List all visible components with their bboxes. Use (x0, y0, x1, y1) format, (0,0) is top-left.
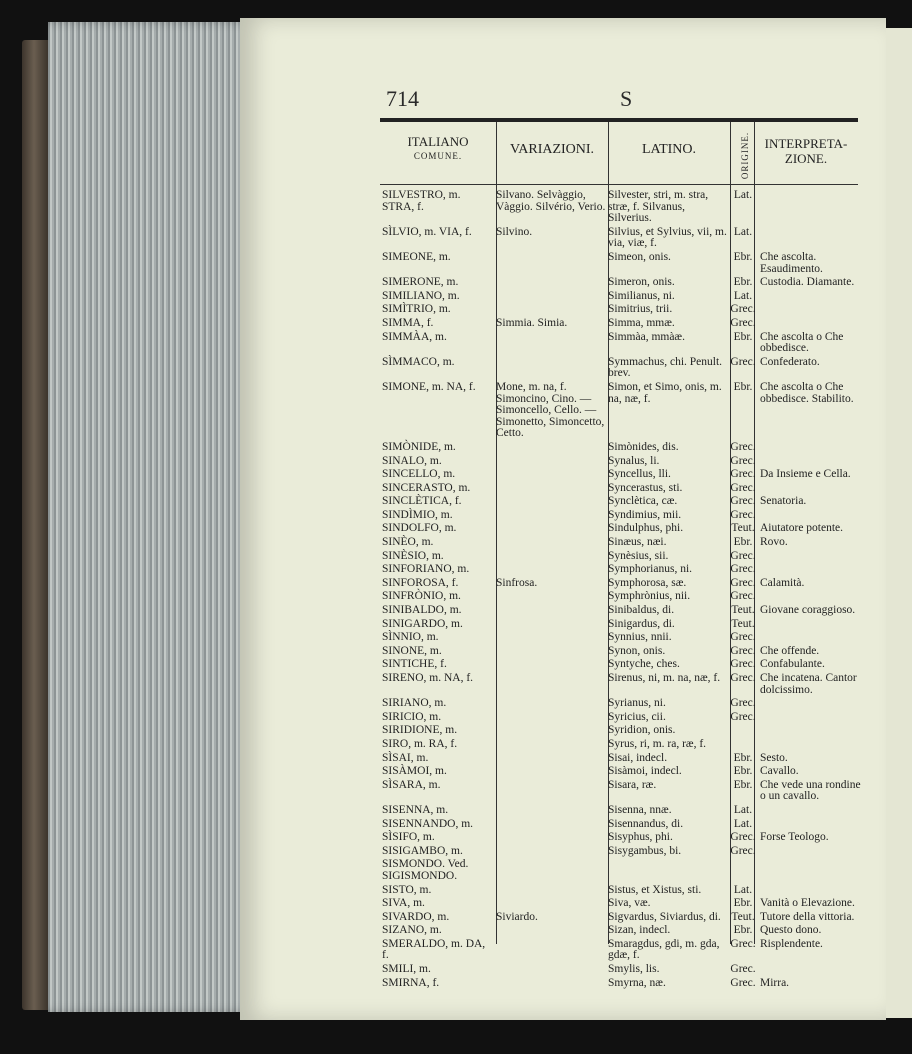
entry-latino: Siva, væ. (608, 897, 651, 910)
table-row (382, 978, 858, 992)
entry-origine: Teut. (731, 604, 755, 617)
entry-variazioni: Sinfrosa. (496, 576, 538, 589)
section-letter: S (620, 86, 633, 111)
entry-italiano: SIRIDIONE, m. (382, 724, 458, 737)
entry-latino: Simitrius, trii. (608, 303, 673, 316)
entry-interpretazione: Che ascolta o Che obbedisce. (760, 330, 844, 355)
entry-origine: Ebr. (733, 276, 753, 289)
entry-latino: Symphrònius, nii. (608, 590, 691, 603)
entry-latino: Smylis, lis. (608, 963, 660, 976)
table-row (382, 318, 858, 332)
entry-origine: Grec. (730, 468, 756, 481)
entry-italiano: SIRICIO, m. (382, 710, 442, 723)
page-edges (48, 22, 258, 1012)
entry-latino: Symmachus, chi. Penult. brev. (608, 355, 723, 380)
table-row (382, 510, 858, 524)
entry-variazioni: Mone, m. na, f. Simoncino, Cino. — Simoncello, Cello. — Simonetto, Simoncetto, Cetto. (496, 380, 605, 440)
table-row (382, 456, 858, 470)
entry-origine: Grec. (730, 631, 756, 644)
table-row (382, 846, 858, 860)
entry-interpretazione: Cavallo. (760, 765, 799, 778)
table-row (382, 227, 858, 252)
entry-interpretazione: Che vede una rondine o un cavallo. (760, 778, 861, 803)
table-row (382, 659, 858, 673)
entry-latino: Smaragdus, gdi, m. gda, gdæ, f. (608, 937, 720, 962)
entry-latino: Simeron, onis. (608, 276, 675, 289)
entry-italiano: SIMERONE, m. (382, 276, 459, 289)
header-italiano: ITALIANO COMUNE. (380, 134, 496, 164)
entry-latino: Sinibaldus, di. (608, 604, 675, 617)
table-row (382, 778, 861, 805)
table-row (382, 442, 858, 456)
entry-interpretazione: Giovane coraggioso. (760, 604, 856, 617)
entry-italiano: SISTO, m. (382, 883, 432, 896)
entry-italiano: SIMMA, f. (382, 316, 434, 329)
entry-italiano: SIMONE, m. NA, f. (382, 380, 476, 393)
table-row (382, 819, 858, 833)
table-row (382, 698, 858, 712)
entry-origine: Lat. (733, 817, 753, 830)
entry-origine: Lat. (733, 803, 753, 816)
book-page (240, 18, 886, 1020)
entry-latino: Similianus, ni. (608, 289, 675, 302)
entry-latino: Sizan, indecl. (608, 924, 671, 937)
entry-interpretazione: Rovo. (760, 536, 788, 549)
table-row (382, 277, 858, 291)
page-number: 714 (386, 86, 419, 111)
entry-italiano: SILVESTRO, m. STRA, f. (382, 189, 461, 213)
table-row (382, 619, 858, 633)
entry-italiano: SINALO, m. (382, 454, 442, 467)
entry-latino: Synnius, nnii. (608, 631, 672, 644)
entry-interpretazione: Senatoria. (760, 495, 807, 508)
table-row (382, 712, 858, 726)
table-row (382, 925, 858, 939)
header-interpretazione: INTERPRETA-ZIONE. (764, 136, 848, 166)
entry-origine: Grec. (730, 549, 756, 562)
facing-page-edge (884, 28, 912, 1018)
entry-origine: Grec. (730, 710, 756, 723)
entry-italiano: SINDOLFO, m. (382, 522, 457, 535)
entry-interpretazione: Risplendente. (760, 937, 823, 950)
entry-latino: Simeon, onis. (608, 250, 671, 263)
entry-origine: Grec. (730, 563, 756, 576)
table-row (382, 912, 858, 926)
table-row (382, 939, 858, 964)
entry-latino: Synalus, li. (608, 454, 660, 467)
entry-interpretazione: Questo dono. (760, 924, 822, 937)
entry-italiano: SINÈO, m. (382, 536, 434, 549)
entry-origine: Grec. (730, 672, 756, 685)
table-row (382, 964, 858, 978)
entry-origine: Grec. (730, 976, 756, 989)
entry-italiano: SÌMMACO, m. (382, 355, 455, 368)
entry-origine: Ebr. (733, 536, 753, 549)
entry-italiano: SINCLÈTICA, f. (382, 495, 462, 508)
entry-italiano: SÌSAI, m. (382, 751, 429, 764)
entry-latino: Silvius, et Sylvius, vii, m. via, viæ, f. (608, 225, 727, 250)
dictionary-entries (382, 189, 861, 991)
entry-origine: Ebr. (733, 330, 753, 343)
table-row (382, 252, 858, 277)
entry-origine: Grec. (730, 644, 756, 657)
entry-origine: Ebr. (733, 778, 753, 791)
table-row (382, 646, 858, 660)
entry-interpretazione: Confederato. (760, 355, 820, 368)
entry-italiano: SIVARDO, m. (382, 910, 450, 923)
entry-variazioni: Silvino. (496, 225, 533, 238)
entry-italiano: SIRO, m. RA, f. (382, 737, 458, 750)
entry-italiano: SÌNNIO, m. (382, 631, 439, 644)
entry-origine: Grec. (730, 440, 756, 453)
entry-latino: Synèsius, sii. (608, 549, 669, 562)
table-row (382, 523, 858, 537)
entry-latino: Sisygambus, bi. (608, 844, 682, 857)
table-row (382, 725, 858, 739)
entry-italiano: SIMÌTRIO, m. (382, 303, 451, 316)
entry-interpretazione: Vanità o Elevazione. (760, 897, 855, 910)
entry-interpretazione: Tutore della vittoria. (760, 910, 855, 923)
table-row (382, 885, 858, 899)
entry-origine: Lat. (733, 225, 753, 238)
entry-italiano: SISIGAMBO, m. (382, 844, 463, 857)
entry-latino: Smyrna, næ. (608, 976, 666, 989)
entry-latino: Sisàmoi, indecl. (608, 765, 682, 778)
entry-italiano: SMERALDO, m. DA, f. (382, 937, 486, 962)
entry-origine: Grec. (730, 937, 756, 950)
entry-latino: Sisenna, nnæ. (608, 803, 672, 816)
entry-origine: Ebr. (733, 751, 753, 764)
entry-latino: Syndimius, mii. (608, 508, 682, 521)
entry-latino: Simon, et Simo, onis, m. na, næ, f. (608, 380, 722, 405)
entry-interpretazione: Che ascolta o Che obbedisce. Stabilito. (760, 380, 854, 405)
entry-interpretazione: Confabulante. (760, 658, 825, 671)
entry-latino: Syncerastus, sti. (608, 481, 683, 494)
entry-italiano: SMILI, m. (382, 963, 431, 976)
entry-origine: Ebr. (733, 250, 753, 263)
entry-italiano: SINONE, m. (382, 644, 442, 657)
table-row (382, 673, 858, 698)
table-row (382, 332, 858, 357)
entry-latino: Sisennandus, di. (608, 817, 684, 830)
entry-latino: Symphorosa, sæ. (608, 576, 687, 589)
entry-interpretazione: Forse Teologo. (760, 831, 829, 844)
entry-italiano: SMIRNA, f. (382, 976, 440, 989)
entry-latino: Sisara, ræ. (608, 778, 657, 791)
entry-origine: Grec. (730, 576, 756, 589)
header-variazioni: VARIAZIONI. (509, 142, 595, 157)
table-row (382, 190, 858, 227)
entry-origine: Teut. (731, 910, 755, 923)
entry-origine: Grec. (730, 355, 756, 368)
entry-latino: Simmàa, mmàæ. (608, 330, 685, 343)
entry-interpretazione: Sesto. (760, 751, 788, 764)
entry-latino: Syntyche, ches. (608, 658, 680, 671)
entry-italiano: SISENNA, m. (382, 803, 449, 816)
entry-italiano: SINCERASTO, m. (382, 481, 471, 494)
header-rule-bottom (380, 184, 858, 185)
entry-italiano: SIZANO, m. (382, 924, 442, 937)
table-row (382, 357, 858, 382)
table-row (382, 551, 858, 565)
entry-origine: Lat. (733, 289, 753, 302)
entry-origine: Grec. (730, 508, 756, 521)
entry-latino: Syncellus, lli. (608, 468, 671, 481)
entry-italiano: SÌLVIO, m. VIA, f. (382, 225, 472, 238)
entry-italiano: SIMILIANO, m. (382, 289, 460, 302)
entry-italiano: SINIBALDO, m. (382, 604, 462, 617)
table-row (382, 591, 858, 605)
entry-italiano: SINIGARDO, m. (382, 617, 463, 630)
entry-origine: Grec. (730, 697, 756, 710)
entry-latino: Syricius, cii. (608, 710, 666, 723)
entry-origine: Teut. (731, 617, 755, 630)
table-row (382, 537, 858, 551)
entry-latino: Sinæus, næi. (608, 536, 667, 549)
entry-origine: Grec. (730, 963, 756, 976)
entry-latino: Sistus, et Xistus, sti. (608, 883, 702, 896)
entry-interpretazione: Mirra. (760, 976, 790, 989)
table-row (382, 632, 858, 646)
entry-italiano: SINFOROSA, f. (382, 576, 459, 589)
entry-italiano: SISENNANDO, m. (382, 817, 474, 830)
table-row (382, 564, 858, 578)
entry-variazioni: Siviardo. (496, 910, 538, 923)
entry-italiano: SINÈSIO, m. (382, 549, 444, 562)
entry-origine: Ebr. (733, 765, 753, 778)
entry-origine: Grec. (730, 831, 756, 844)
entry-italiano: SINCELLO, m. (382, 468, 456, 481)
entry-interpretazione: Custodia. Diamante. (760, 276, 855, 289)
entry-latino: Synclètica, cæ. (608, 495, 678, 508)
entry-italiano: SÌSIFO, m. (382, 831, 435, 844)
table-row (382, 382, 858, 442)
entry-latino: Symphorianus, ni. (608, 563, 693, 576)
entry-interpretazione: Da Insieme e Cella. (760, 468, 851, 481)
entry-italiano: SISMONDO. Ved. SIGISMONDO. (382, 858, 469, 882)
entry-italiano: SIMEONE, m. (382, 250, 451, 263)
header-origine: ORIGINE. (740, 131, 751, 180)
entry-latino: Simònides, dis. (608, 440, 679, 453)
entry-variazioni: Simmia. Simia. (496, 316, 568, 329)
entry-italiano: SIRENO, m. NA, f. (382, 672, 474, 685)
entry-origine: Grec. (730, 590, 756, 603)
entry-latino: Sisyphus, phi. (608, 831, 673, 844)
entry-origine: Ebr. (733, 897, 753, 910)
entry-italiano: SINTICHE, f. (382, 658, 447, 671)
entry-latino: Silvester, stri, m. stra, stræ, f. Silvanus, Silverius. (608, 189, 709, 225)
entry-interpretazione: Che offende. (760, 644, 820, 657)
entry-italiano: SINFRÒNIO, m. (382, 590, 461, 603)
entry-latino: Sigvardus, Siviardus, di. (608, 910, 721, 923)
entry-latino: Sisai, indecl. (608, 751, 668, 764)
table-row (382, 859, 858, 884)
entry-interpretazione: Che ascolta. Esaudimento. (760, 250, 823, 275)
entry-interpretazione: Calamità. (760, 576, 805, 589)
entry-origine: Ebr. (733, 924, 753, 937)
header-latino: LATINO. (641, 142, 697, 157)
table-row (382, 469, 858, 483)
entry-origine: Grec. (730, 495, 756, 508)
entry-origine: Grec. (730, 316, 756, 329)
table-row (382, 898, 858, 912)
entry-origine: Lat. (733, 189, 753, 201)
table-row (382, 753, 858, 767)
entry-italiano: SIMÒNIDE, m. (382, 440, 456, 453)
entry-latino: Syrianus, ni. (608, 697, 666, 710)
entry-origine: Teut. (731, 522, 755, 535)
entry-origine: Grec. (730, 303, 756, 316)
entry-origine: Ebr. (733, 380, 753, 393)
entry-italiano: SÌSARA, m. (382, 778, 441, 791)
table-row (382, 805, 858, 819)
entry-origine: Grec. (730, 844, 756, 857)
header-comune: COMUNE. (413, 151, 463, 161)
header-rule-top (380, 118, 858, 122)
table-row (382, 832, 858, 846)
entry-latino: Simma, mmæ. (608, 316, 675, 329)
entry-interpretazione: Che incatena. Cantor dolcissimo. (760, 672, 857, 696)
entry-latino: Synon, onis. (608, 644, 666, 657)
entry-italiano: SIVA, m. (382, 897, 425, 910)
table-row (382, 496, 858, 510)
entry-origine: Grec. (730, 658, 756, 671)
entry-latino: Sirenus, ni, m. na, næ, f. (608, 672, 721, 685)
entry-origine: Lat. (733, 883, 753, 896)
entry-origine: Grec. (730, 481, 756, 494)
table-row (382, 291, 858, 305)
table-row (382, 304, 858, 318)
entry-interpretazione: Aiutatore potente. (760, 522, 844, 535)
table-row (382, 739, 858, 753)
entry-latino: Syridion, onis. (608, 724, 676, 737)
table-row (382, 605, 858, 619)
entry-italiano: SIMMÀA, m. (382, 330, 447, 343)
entry-variazioni: Silvano. Selvàggio, Vàggio. Silvério, Verio. (496, 189, 606, 213)
entry-italiano: SINDÌMIO, m. (382, 508, 453, 521)
entry-italiano: SISÀMOI, m. (382, 765, 447, 778)
table-row (382, 766, 858, 780)
entry-latino: Sinigardus, di. (608, 617, 675, 630)
entry-italiano: SINFORIANO, m. (382, 563, 470, 576)
entry-italiano: SIRIANO, m. (382, 697, 447, 710)
entry-latino: Syrus, ri, m. ra, ræ, f. (608, 737, 707, 750)
entry-latino: Sindulphus, phi. (608, 522, 684, 535)
entry-origine: Grec. (730, 454, 756, 467)
